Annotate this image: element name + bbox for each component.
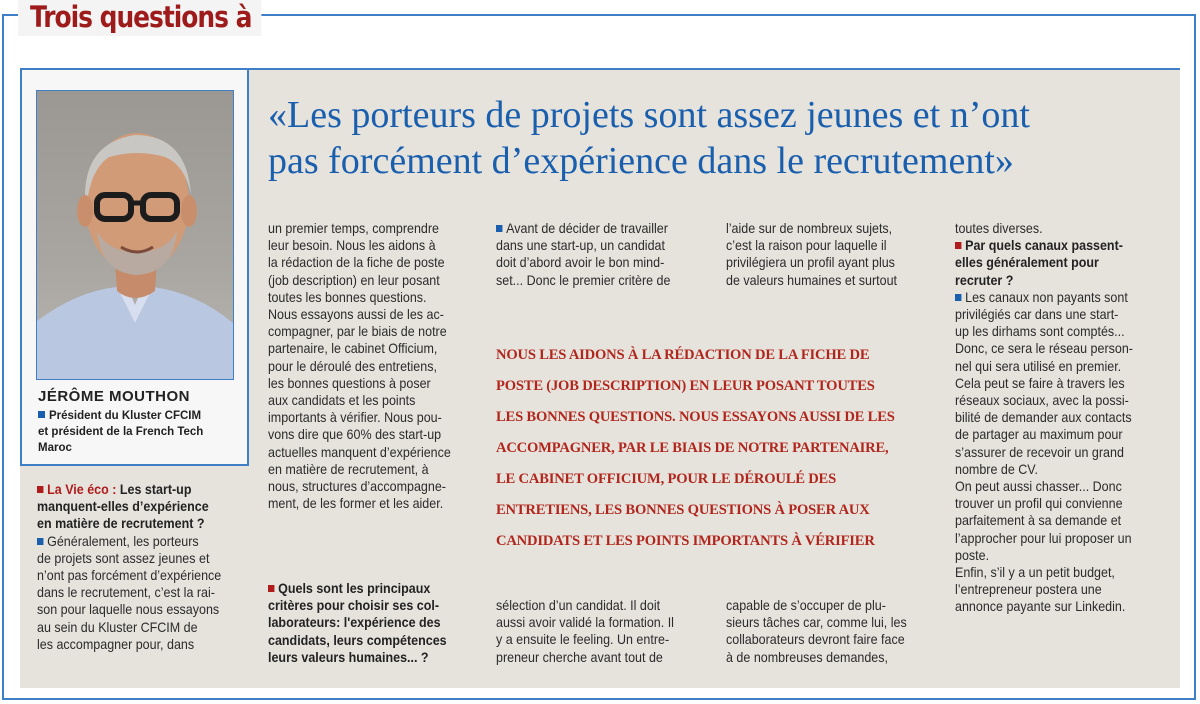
column-2: un premier temps, comprendre leur besoin. Nous les aidons à la rédaction de la fiche de poste (job description) en leur posant toutes les bonnes questions. Nous essayons aussi de les ac- compagner, par le biais de notre partenaire, le cabinet Officium, pour le déroulé des entretiens, les bonnes questions à poser aux candidats et les points importants à vérifier. Nous pou- vons dire que 60% des start-up actuelles manquent d’expérience en matière de recrutement, à nous, structures d’accompagne- ment, de les former et les aider. bbox=[268, 221, 451, 512]
column-1: La Vie éco : Les start-up manquent-elles d’expérience en matière de recrutement ? Généralement, les porteurs de projets sont assez jeunes et n’ont pas forcément d’expérience dans le recrutement, c’est la rai- son pour laquelle nous essayons au sein du Kluster CFCIM de les accompagner pour, dans bbox=[37, 481, 258, 653]
profile-card bbox=[20, 68, 249, 466]
person-role: Président du Kluster CFCIM et président de la French Tech Maroc bbox=[38, 410, 204, 454]
section-kicker: Trois questions à bbox=[18, 0, 262, 36]
column-5: toutes diverses. Par quels canaux passent- elles généralement pour recruter ? Les canaux non payants sont privilégiés car dans une start- up les dirhams sont comptés... Donc, ce sera le réseau person- nel qui sera utilisé en premier. Cela peut se faire à travers les réseaux sociaux, avec la possi- bilité de demander aux contacts de partager au maximum pour s’assurer de recevoir un grand nombre de CV. On peut aussi chasser... Donc trouver un profil qui convienne parfaitement à sa demande et l’approcher pour lui proposer un poste. Enfin, s’il y a un petit budget, l’entrepreneur postera une annonce payante sur Linkedin. bbox=[955, 220, 1176, 616]
blue-square-bullet-icon bbox=[38, 411, 45, 418]
person-name: JÉRÔME MOUTHON bbox=[38, 388, 191, 405]
blue-square-bullet-icon bbox=[955, 294, 961, 301]
red-square-bullet-icon bbox=[268, 585, 274, 592]
column-4-top: l’aide sur de nombreux sujets, c’est la raison pour laquelle il privilégiera un profil ayant plus de valeurs humaines et surtout bbox=[726, 221, 898, 288]
pull-quote: NOUS LES AIDONS À LA RÉDACTION DE LA FICHE DE POSTE (JOB DESCRIPTION) EN LEUR POSANT TOUTES LES BONNES QUESTIONS. NOUS ESSAYONS AUSSI DE LES ACCOMPAGNER, PAR LE BIAIS DE NOTRE PARTENAIRE, LE CABINET OFFICIUM, POUR LE DÉROULÉ DES ENTRETIENS, LES BONNES QUESTIONS À POSER AUX CANDIDATS ET LES POINTS IMPORTANTS À VÉRIFIER bbox=[496, 347, 895, 549]
blue-square-bullet-icon bbox=[37, 538, 43, 545]
answer-1: Généralement, les porteurs bbox=[37, 533, 258, 550]
column-4-bottom: capable de s’occuper de plu- sieurs tâches car, comme lui, les collaborateurs devront faire face à de nombreuses demandes, bbox=[726, 598, 907, 665]
portrait-photo bbox=[36, 90, 234, 380]
headline-quote: «Les porteurs de projets sont assez jeunes et n’ont pas forcément d’expérience dans le recrutement» bbox=[268, 94, 1030, 182]
column-3-bottom: sélection d’un candidat. Il doit aussi avoir validé la formation. Il y a ensuite le feeling. Un entre- preneur cherche avant tout de bbox=[496, 598, 674, 665]
red-square-bullet-icon bbox=[955, 242, 961, 249]
question-1: La Vie éco : Les start-up bbox=[37, 481, 258, 498]
blue-square-bullet-icon bbox=[496, 225, 502, 232]
column-3-top: Avant de décider de travailler dans une start-up, un candidat doit d’abord avoir le bon mind- set... Donc le premier critère de bbox=[496, 221, 671, 288]
portrait-illustration-icon bbox=[37, 91, 233, 379]
answer-3: Les canaux non payants sont bbox=[955, 289, 1176, 306]
red-square-bullet-icon bbox=[37, 486, 43, 493]
question-3: Par quels canaux passent- bbox=[955, 237, 1176, 254]
question-2: Quels sont les principaux critères pour choisir ses col- laborateurs: l'expérience des candidats, leurs compétences leurs valeurs humaines... ? bbox=[268, 581, 447, 665]
